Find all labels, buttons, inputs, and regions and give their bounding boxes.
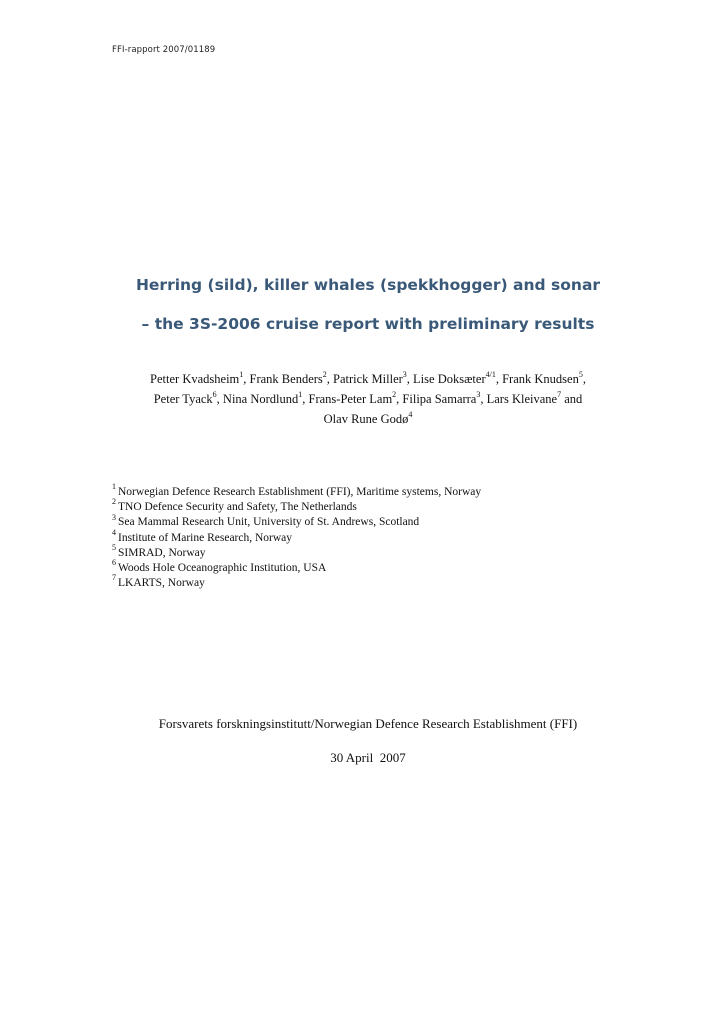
publication-date: 30 April 2007: [330, 750, 406, 765]
author: Frank Benders$^2$,: [249, 369, 334, 386]
author-list: [120, 369, 616, 429]
affiliation-list: [112, 482, 482, 591]
author: Nina Nordlund$^1$,: [222, 389, 309, 406]
affiliation-item: $^6$ Woods Hole Oceanographic Institution, USA: [112, 558, 327, 575]
author: Frans-Peter Lam$^2$,: [308, 389, 403, 406]
author: Petter Kvadsheim$^1$,: [150, 369, 250, 386]
affiliation-item: $^1$ Norwegian Defence Research Establishment (FFI), Maritime systems, Norway: [112, 482, 482, 498]
author: Frank Knudsen$^5$,: [502, 369, 586, 386]
affiliation-item: $^4$ Institute of Marine Research, Norway: [112, 527, 293, 544]
affiliation-item: $^3$ Sea Mammal Research Unit, University of St. Andrews, Scotland: [112, 512, 420, 529]
author: Olav Rune Godø$^4$: [323, 409, 413, 426]
affiliation-item: $^7$ LKARTS, Norway: [112, 573, 205, 590]
publishing-institution: Forsvarets forskningsinstitutt/Norwegian Defence Research Establishment (FFI): [158, 716, 578, 731]
author: Filipa Samarra$^3$,: [402, 389, 487, 406]
author-line-2: [120, 389, 616, 409]
author: Patrick Miller$^3$,: [333, 369, 414, 386]
author: Lise Doksæter$^{4/1}$,: [413, 369, 503, 386]
author-line-1: [120, 369, 616, 389]
report-number: FFI-rapport 2007/01189: [112, 45, 216, 55]
report-subtitle: – the 3S-2006 cruise report with preliminary results: [141, 315, 595, 333]
affiliation-item: $^5$ SIMRAD, Norway: [112, 542, 206, 559]
author: Peter Tyack$^6$,: [153, 389, 223, 406]
author-line-3: [120, 409, 616, 429]
report-title: Herring (sild), killer whales (spekkhogger) and sonar: [135, 276, 601, 294]
affiliation-item: $^2$ TNO Defence Security and Safety, The Netherlands: [112, 497, 357, 514]
author: Lars Kleivane$^7$ and: [486, 389, 583, 406]
